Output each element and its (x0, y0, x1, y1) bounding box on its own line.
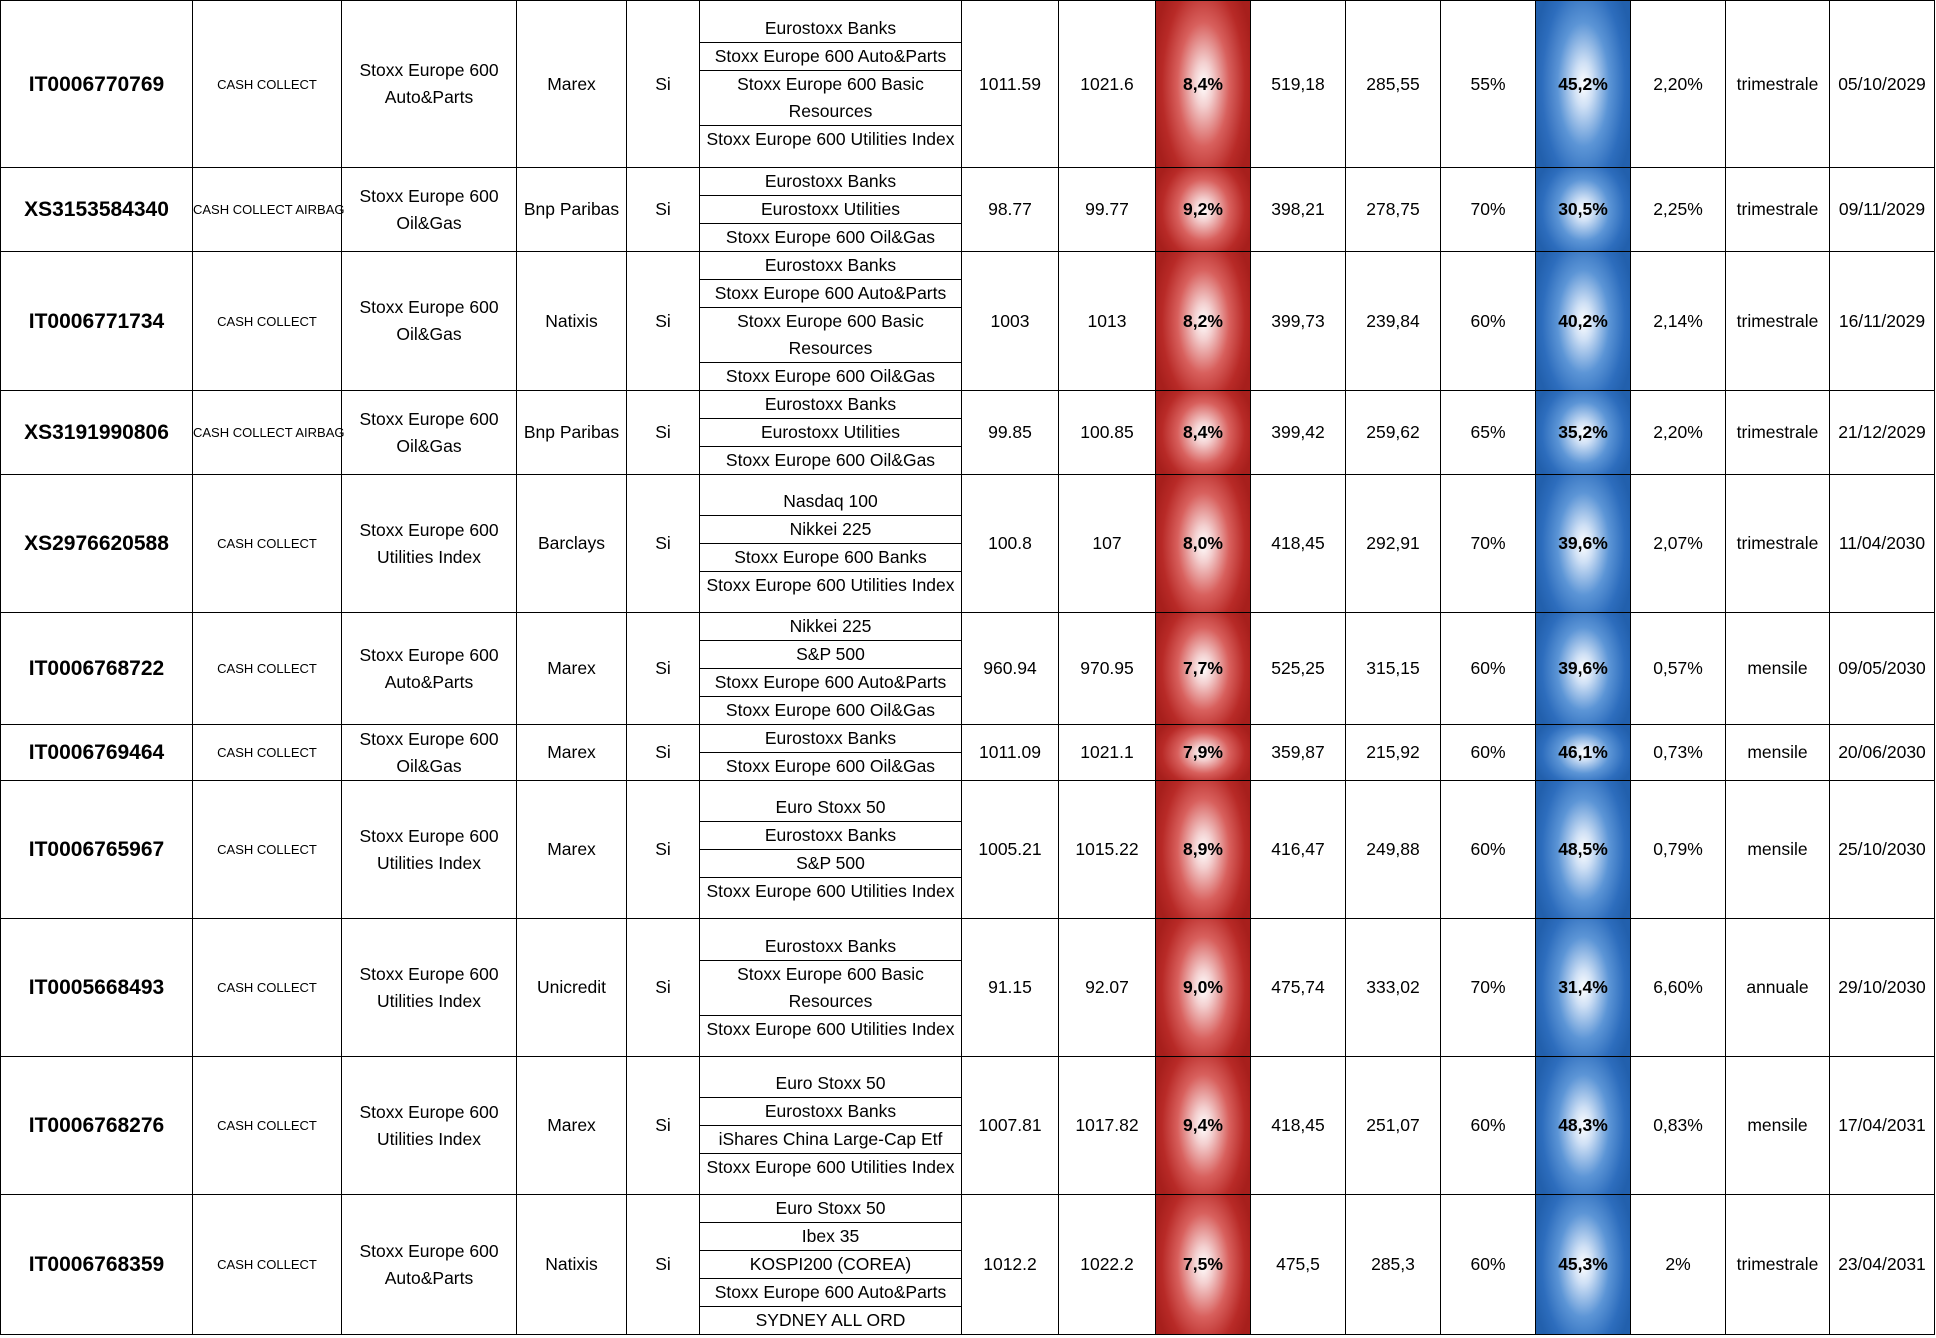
worst-of-cell: Stoxx Europe 600 Utilities Index (342, 781, 517, 919)
barrier-cell: 60% (1441, 1057, 1536, 1195)
distance-cell: 45,3% (1536, 1195, 1631, 1335)
product-type-cell: CASH COLLECT (193, 725, 342, 781)
issue-price-cell: 99.85 (962, 391, 1059, 475)
issue-price-cell: 1007.81 (962, 1057, 1059, 1195)
table-row (1, 1, 1935, 168)
flag-cell: Si (627, 168, 700, 252)
distance-cell: 48,3% (1536, 1057, 1631, 1195)
coupon-cell: 2% (1631, 1195, 1726, 1335)
distance-cell: 31,4% (1536, 919, 1631, 1057)
flag-cell: Si (627, 781, 700, 919)
underlyings-list (700, 613, 961, 724)
issue-price-cell: 1003 (962, 252, 1059, 391)
table-row (1, 475, 1935, 613)
issuer-cell: Unicredit (517, 919, 627, 1057)
frequency-cell: trimestrale (1726, 252, 1830, 391)
product-type-cell: CASH COLLECT (193, 919, 342, 1057)
coupon-cell: 0,79% (1631, 781, 1726, 919)
issue-price-cell: 1011.59 (962, 1, 1059, 168)
issue-price-cell: 1005.21 (962, 781, 1059, 919)
coupon-cell: 6,60% (1631, 919, 1726, 1057)
worst-of-cell: Stoxx Europe 600 Auto&Parts (342, 1195, 517, 1335)
level-2-cell: 278,75 (1346, 168, 1441, 252)
barrier-cell: 60% (1441, 613, 1536, 725)
underlying-item: Eurostoxx Banks (764, 935, 897, 956)
underlyings-list (700, 168, 961, 251)
underlying-item: Stoxx Europe 600 Utilities Index (700, 1153, 961, 1181)
product-type-cell: CASH COLLECT (193, 475, 342, 613)
level-2-cell: 292,91 (1346, 475, 1441, 613)
reference-price-cell: 107 (1059, 475, 1156, 613)
yield-cell: 9,2% (1156, 168, 1251, 252)
underlyings-cell (700, 475, 962, 613)
underlying-item: S&P 500 (700, 849, 961, 877)
flag-cell: Si (627, 391, 700, 475)
isin-cell: IT0006768359 (1, 1195, 193, 1335)
underlying-item: Eurostoxx Banks (700, 1097, 961, 1125)
underlying-item: Eurostoxx Banks (764, 728, 897, 748)
underlyings-list (700, 1070, 961, 1181)
underlying-item: Nikkei 225 (700, 515, 961, 543)
flag-cell: Si (627, 1057, 700, 1195)
distance-cell: 35,2% (1536, 391, 1631, 475)
flag-cell: Si (627, 1195, 700, 1335)
level-2-cell: 285,55 (1346, 1, 1441, 168)
frequency-cell: annuale (1726, 919, 1830, 1057)
underlying-item: Stoxx Europe 600 Auto&Parts (700, 668, 961, 696)
table-row (1, 391, 1935, 475)
underlyings-list (700, 1195, 961, 1334)
isin-cell: IT0006768276 (1, 1057, 193, 1195)
underlying-item: Stoxx Europe 600 Oil&Gas (700, 696, 961, 724)
underlying-item: Stoxx Europe 600 Banks (700, 543, 961, 571)
isin-cell: IT0006765967 (1, 781, 193, 919)
underlyings-cell (700, 1195, 962, 1335)
yield-cell: 7,7% (1156, 613, 1251, 725)
underlying-item: Stoxx Europe 600 Auto&Parts (700, 1278, 961, 1306)
issuer-cell: Marex (517, 725, 627, 781)
coupon-cell: 2,14% (1631, 252, 1726, 391)
product-type-cell: CASH COLLECT AIRBAG (193, 168, 342, 252)
underlyings-list (700, 252, 961, 390)
isin-cell: IT0006771734 (1, 252, 193, 391)
underlying-item: Stoxx Europe 600 Basic Resources (700, 960, 961, 1015)
level-2-cell: 259,62 (1346, 391, 1441, 475)
underlying-item: Eurostoxx Banks (764, 18, 897, 38)
reference-price-cell: 92.07 (1059, 919, 1156, 1057)
issue-price-cell: 98.77 (962, 168, 1059, 252)
maturity-cell: 25/10/2030 (1830, 781, 1935, 919)
underlyings-cell (700, 781, 962, 919)
distance-cell: 40,2% (1536, 252, 1631, 391)
table-row (1, 919, 1935, 1057)
isin-cell: IT0005668493 (1, 919, 193, 1057)
underlying-item: Euro Stoxx 50 (775, 1198, 886, 1218)
product-type-cell: CASH COLLECT (193, 1057, 342, 1195)
worst-of-cell: Stoxx Europe 600 Utilities Index (342, 1057, 517, 1195)
barrier-cell: 70% (1441, 475, 1536, 613)
underlyings-cell (700, 725, 962, 781)
frequency-cell: trimestrale (1726, 168, 1830, 252)
maturity-cell: 11/04/2030 (1830, 475, 1935, 613)
underlying-item: Stoxx Europe 600 Utilities Index (700, 877, 961, 905)
barrier-cell: 70% (1441, 919, 1536, 1057)
underlyings-cell (700, 391, 962, 475)
flag-cell: Si (627, 919, 700, 1057)
maturity-cell: 29/10/2030 (1830, 919, 1935, 1057)
table-row (1, 168, 1935, 252)
underlying-item: iShares China Large-Cap Etf (700, 1125, 961, 1153)
frequency-cell: trimestrale (1726, 475, 1830, 613)
underlyings-list (700, 488, 961, 599)
underlying-item: Stoxx Europe 600 Oil&Gas (700, 446, 961, 474)
level-2-cell: 239,84 (1346, 252, 1441, 391)
level-2-cell: 249,88 (1346, 781, 1441, 919)
coupon-cell: 0,83% (1631, 1057, 1726, 1195)
level-1-cell: 359,87 (1251, 725, 1346, 781)
level-2-cell: 215,92 (1346, 725, 1441, 781)
underlyings-list (700, 391, 961, 474)
underlyings-cell (700, 919, 962, 1057)
product-type-cell: CASH COLLECT (193, 1195, 342, 1335)
maturity-cell: 09/05/2030 (1830, 613, 1935, 725)
distance-cell: 45,2% (1536, 1, 1631, 168)
maturity-cell: 20/06/2030 (1830, 725, 1935, 781)
table-row (1, 613, 1935, 725)
underlying-item: Stoxx Europe 600 Auto&Parts (700, 279, 961, 307)
worst-of-cell: Stoxx Europe 600 Auto&Parts (342, 613, 517, 725)
underlying-item: Eurostoxx Banks (700, 821, 961, 849)
distance-cell: 39,6% (1536, 475, 1631, 613)
table-row (1, 252, 1935, 391)
isin-cell: IT0006769464 (1, 725, 193, 781)
underlying-item: Euro Stoxx 50 (775, 797, 886, 817)
worst-of-cell: Stoxx Europe 600 Auto&Parts (342, 1, 517, 168)
maturity-cell: 17/04/2031 (1830, 1057, 1935, 1195)
frequency-cell: trimestrale (1726, 1, 1830, 168)
underlying-item: Eurostoxx Utilities (700, 195, 961, 223)
frequency-cell: trimestrale (1726, 1195, 1830, 1335)
yield-cell: 8,0% (1156, 475, 1251, 613)
underlying-item: Stoxx Europe 600 Basic Resources (700, 70, 961, 125)
reference-price-cell: 100.85 (1059, 391, 1156, 475)
yield-cell: 7,5% (1156, 1195, 1251, 1335)
issue-price-cell: 1012.2 (962, 1195, 1059, 1335)
issuer-cell: Barclays (517, 475, 627, 613)
underlying-item: S&P 500 (700, 640, 961, 668)
yield-cell: 7,9% (1156, 725, 1251, 781)
level-1-cell: 519,18 (1251, 1, 1346, 168)
worst-of-cell: Stoxx Europe 600 Oil&Gas (342, 252, 517, 391)
level-2-cell: 251,07 (1346, 1057, 1441, 1195)
issuer-cell: Marex (517, 1, 627, 168)
product-type-cell: CASH COLLECT (193, 613, 342, 725)
underlying-item: Euro Stoxx 50 (775, 1073, 886, 1093)
reference-price-cell: 1021.1 (1059, 725, 1156, 781)
worst-of-cell: Stoxx Europe 600 Utilities Index (342, 475, 517, 613)
isin-cell: XS3191990806 (1, 391, 193, 475)
coupon-cell: 2,20% (1631, 391, 1726, 475)
worst-of-cell: Stoxx Europe 600 Oil&Gas (342, 725, 517, 781)
underlying-item: Stoxx Europe 600 Oil&Gas (700, 223, 961, 251)
distance-cell: 30,5% (1536, 168, 1631, 252)
underlying-item: Eurostoxx Banks (764, 255, 897, 275)
worst-of-cell: Stoxx Europe 600 Oil&Gas (342, 168, 517, 252)
isin-cell: XS3153584340 (1, 168, 193, 252)
issuer-cell: Marex (517, 781, 627, 919)
underlyings-cell (700, 168, 962, 252)
worst-of-cell: Stoxx Europe 600 Utilities Index (342, 919, 517, 1057)
level-2-cell: 333,02 (1346, 919, 1441, 1057)
underlyings-list (700, 933, 961, 1043)
underlying-item: Eurostoxx Banks (764, 171, 897, 191)
barrier-cell: 65% (1441, 391, 1536, 475)
coupon-cell: 2,25% (1631, 168, 1726, 252)
table-row (1, 1057, 1935, 1195)
maturity-cell: 09/11/2029 (1830, 168, 1935, 252)
reference-price-cell: 1013 (1059, 252, 1156, 391)
issue-price-cell: 1011.09 (962, 725, 1059, 781)
underlying-item: Eurostoxx Banks (764, 394, 897, 414)
underlyings-cell (700, 252, 962, 391)
frequency-cell: mensile (1726, 781, 1830, 919)
flag-cell: Si (627, 252, 700, 391)
level-1-cell: 418,45 (1251, 475, 1346, 613)
level-2-cell: 315,15 (1346, 613, 1441, 725)
underlying-item: Stoxx Europe 600 Oil&Gas (700, 362, 961, 390)
yield-cell: 8,4% (1156, 391, 1251, 475)
table-row (1, 781, 1935, 919)
yield-cell: 9,4% (1156, 1057, 1251, 1195)
underlying-item: KOSPI200 (COREA) (700, 1250, 961, 1278)
frequency-cell: mensile (1726, 725, 1830, 781)
yield-cell: 8,4% (1156, 1, 1251, 168)
barrier-cell: 70% (1441, 168, 1536, 252)
level-1-cell: 475,74 (1251, 919, 1346, 1057)
coupon-cell: 2,07% (1631, 475, 1726, 613)
issue-price-cell: 100.8 (962, 475, 1059, 613)
maturity-cell: 21/12/2029 (1830, 391, 1935, 475)
underlyings-cell (700, 1, 962, 168)
underlying-item: Stoxx Europe 600 Auto&Parts (700, 42, 961, 70)
issue-price-cell: 960.94 (962, 613, 1059, 725)
underlying-item: SYDNEY ALL ORD (700, 1306, 961, 1334)
issuer-cell: Bnp Paribas (517, 391, 627, 475)
distance-cell: 46,1% (1536, 725, 1631, 781)
reference-price-cell: 1022.2 (1059, 1195, 1156, 1335)
barrier-cell: 60% (1441, 725, 1536, 781)
level-1-cell: 399,73 (1251, 252, 1346, 391)
frequency-cell: mensile (1726, 1057, 1830, 1195)
reference-price-cell: 1015.22 (1059, 781, 1156, 919)
coupon-cell: 2,20% (1631, 1, 1726, 168)
issuer-cell: Marex (517, 613, 627, 725)
level-2-cell: 285,3 (1346, 1195, 1441, 1335)
underlying-item: Nikkei 225 (789, 616, 872, 636)
flag-cell: Si (627, 1, 700, 168)
issue-price-cell: 91.15 (962, 919, 1059, 1057)
barrier-cell: 60% (1441, 1195, 1536, 1335)
level-1-cell: 398,21 (1251, 168, 1346, 252)
level-1-cell: 399,42 (1251, 391, 1346, 475)
distance-cell: 48,5% (1536, 781, 1631, 919)
product-type-cell: CASH COLLECT (193, 781, 342, 919)
level-1-cell: 418,45 (1251, 1057, 1346, 1195)
issuer-cell: Marex (517, 1057, 627, 1195)
product-type-cell: CASH COLLECT (193, 1, 342, 168)
reference-price-cell: 1017.82 (1059, 1057, 1156, 1195)
maturity-cell: 23/04/2031 (1830, 1195, 1935, 1335)
coupon-cell: 0,57% (1631, 613, 1726, 725)
issuer-cell: Natixis (517, 1195, 627, 1335)
underlying-item: Stoxx Europe 600 Oil&Gas (700, 752, 961, 780)
underlying-item: Stoxx Europe 600 Basic Resources (700, 307, 961, 362)
underlyings-cell (700, 613, 962, 725)
frequency-cell: trimestrale (1726, 391, 1830, 475)
flag-cell: Si (627, 613, 700, 725)
table-row (1, 725, 1935, 781)
barrier-cell: 60% (1441, 781, 1536, 919)
level-1-cell: 416,47 (1251, 781, 1346, 919)
worst-of-cell: Stoxx Europe 600 Oil&Gas (342, 391, 517, 475)
issuer-cell: Natixis (517, 252, 627, 391)
table-body (1, 1, 1935, 1335)
underlyings-cell (700, 1057, 962, 1195)
yield-cell: 8,9% (1156, 781, 1251, 919)
reference-price-cell: 1021.6 (1059, 1, 1156, 168)
isin-cell: XS2976620588 (1, 475, 193, 613)
distance-cell: 39,6% (1536, 613, 1631, 725)
underlying-item: Nasdaq 100 (783, 491, 878, 511)
flag-cell: Si (627, 475, 700, 613)
maturity-cell: 16/11/2029 (1830, 252, 1935, 391)
maturity-cell: 05/10/2029 (1830, 1, 1935, 168)
level-1-cell: 525,25 (1251, 613, 1346, 725)
isin-cell: IT0006768722 (1, 613, 193, 725)
underlying-item: Ibex 35 (700, 1222, 961, 1250)
underlying-item: Stoxx Europe 600 Utilities Index (700, 1015, 961, 1043)
barrier-cell: 60% (1441, 252, 1536, 391)
frequency-cell: mensile (1726, 613, 1830, 725)
underlyings-list (700, 15, 961, 153)
underlying-item: Stoxx Europe 600 Utilities Index (700, 125, 961, 153)
yield-cell: 9,0% (1156, 919, 1251, 1057)
underlyings-list (700, 725, 961, 780)
underlying-item: Stoxx Europe 600 Utilities Index (700, 571, 961, 599)
table-row (1, 1195, 1935, 1335)
level-1-cell: 475,5 (1251, 1195, 1346, 1335)
reference-price-cell: 970.95 (1059, 613, 1156, 725)
barrier-cell: 55% (1441, 1, 1536, 168)
issuer-cell: Bnp Paribas (517, 168, 627, 252)
flag-cell: Si (627, 725, 700, 781)
coupon-cell: 0,73% (1631, 725, 1726, 781)
isin-cell: IT0006770769 (1, 1, 193, 168)
yield-cell: 8,2% (1156, 252, 1251, 391)
product-type-cell: CASH COLLECT (193, 252, 342, 391)
product-type-cell: CASH COLLECT AIRBAG (193, 391, 342, 475)
reference-price-cell: 99.77 (1059, 168, 1156, 252)
underlyings-list (700, 794, 961, 905)
underlying-item: Eurostoxx Utilities (700, 418, 961, 446)
